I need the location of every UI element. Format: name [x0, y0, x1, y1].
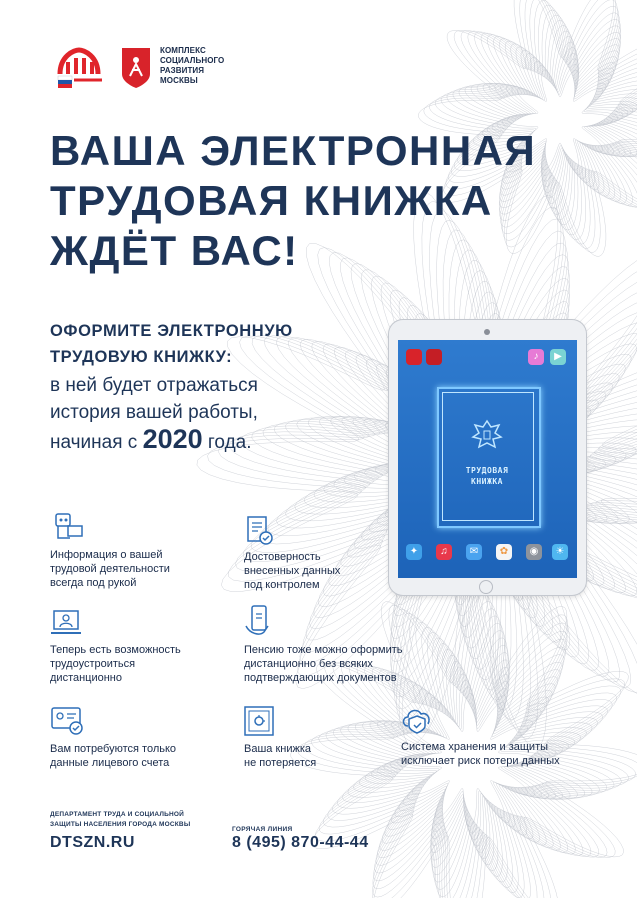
feature-item	[50, 510, 84, 549]
work-book-image	[437, 387, 541, 528]
org-line: СОЦИАЛЬНОГО	[160, 56, 225, 65]
feature-line: данные лицевого счета	[50, 757, 170, 769]
org-line: КОМПЛЕКС	[160, 46, 206, 55]
book-title-line: ТРУДОВАЯ	[465, 466, 509, 475]
book-border	[442, 392, 534, 521]
headline-line: ВАША ЭЛЕКТРОННАЯ	[50, 127, 537, 174]
department-line: ЗАЩИТЫ НАСЕЛЕНИЯ ГОРОДА МОСКВЫ	[50, 821, 191, 828]
pension-app-icon	[406, 349, 422, 365]
feature-line: дистанционно без всяких	[244, 658, 373, 670]
tablet-illustration	[389, 320, 586, 595]
feature-line: подтверждающих документов	[244, 672, 397, 684]
year-text: 2020	[142, 424, 203, 454]
hotline-phone[interactable]: 8 (495) 870-44-44	[232, 834, 369, 851]
id-card-check-icon	[50, 702, 84, 736]
feature-text	[50, 548, 170, 590]
moscow-app-icon	[426, 349, 442, 365]
feature-line: Достоверность	[244, 551, 321, 563]
robot-laptop-icon	[50, 510, 84, 544]
music-app-icon: ♪	[528, 349, 544, 365]
feature-item	[50, 702, 84, 741]
feature-line: Информация о вашей	[50, 549, 163, 561]
camera-icon: ◉	[526, 544, 542, 560]
feature-text	[244, 550, 340, 592]
headline-line: ТРУДОВАЯ КНИЖКА	[50, 177, 493, 224]
feature-text	[244, 742, 316, 770]
feature-item	[50, 607, 84, 646]
feature-line: дистанционно	[50, 672, 122, 684]
website-link[interactable]: DTSZN.RU	[50, 834, 135, 851]
subheading-last-line	[50, 426, 258, 456]
feature-text	[401, 740, 560, 768]
book-title-line: КНИЖКА	[471, 477, 503, 486]
feature-line: Ваша книжка	[244, 743, 312, 755]
document-check-icon	[242, 514, 276, 548]
safe-icon	[242, 704, 276, 738]
org-line: МОСКВЫ	[160, 76, 198, 85]
camera-dot	[484, 329, 490, 335]
feature-line: всегда под рукой	[50, 577, 137, 589]
pension-fund-logo	[52, 44, 106, 92]
feature-line: исключает риск потери данных	[401, 755, 560, 767]
cloud-shield-icon	[400, 702, 434, 736]
feature-line: внесенных данных	[244, 565, 341, 577]
weather-icon: ☀	[552, 544, 568, 560]
book-title	[439, 465, 535, 487]
feature-line: под контролем	[244, 579, 320, 591]
feature-item	[242, 604, 276, 643]
feature-line: не потеряется	[244, 757, 317, 769]
home-button	[479, 580, 493, 594]
department-line: ДЕПАРТАМЕНТ ТРУДА И СОЦИАЛЬНОЙ	[50, 811, 185, 818]
tablet-screen	[398, 340, 577, 578]
feature-line: Теперь есть возможность	[50, 644, 181, 656]
music-note-icon: ♫	[436, 544, 452, 560]
feature-line: Вам потребуются только	[50, 743, 177, 755]
phone-hand-icon	[242, 604, 276, 638]
hotline-label: ГОРЯЧАЯ ЛИНИЯ	[232, 826, 293, 833]
org-line: РАЗВИТИЯ	[160, 66, 205, 75]
headline	[50, 126, 536, 276]
subheading-line: в ней будет отражаться	[50, 375, 258, 396]
mail-icon: ✉	[466, 544, 482, 560]
moscow-coat-of-arms-logo	[120, 46, 152, 90]
subheading-line: ОФОРМИТЕ ЭЛЕКТРОННУЮ	[50, 322, 293, 340]
headline-line: ЖДЁТ ВАС!	[50, 227, 299, 274]
feature-line: Система хранения и защиты	[401, 741, 549, 753]
subheading-text	[50, 372, 258, 456]
prefix-text: начиная с	[50, 432, 143, 453]
laptop-person-icon	[50, 607, 84, 641]
feature-text	[50, 643, 181, 685]
subheading-bold	[50, 318, 293, 370]
feature-text	[244, 643, 403, 685]
subheading-line: ТРУДОВУЮ КНИЖКУ:	[50, 348, 233, 366]
feature-line: трудоустроиться	[50, 658, 136, 670]
eagle-emblem-icon	[469, 417, 505, 455]
feature-item	[242, 704, 276, 743]
video-app-icon: ▶	[550, 349, 566, 365]
suffix-text: года.	[202, 432, 252, 453]
org-name-text	[160, 46, 224, 86]
feature-item	[400, 702, 434, 741]
feature-item	[242, 514, 276, 553]
feature-line: Пенсию тоже можно оформить	[244, 644, 403, 656]
department-name	[50, 810, 190, 830]
photos-icon: ✿	[496, 544, 512, 560]
feature-text	[50, 742, 176, 770]
feature-line: трудовой деятельности	[50, 563, 170, 575]
subheading-line: история вашей работы,	[50, 402, 258, 423]
safari-icon: ✦	[406, 544, 422, 560]
